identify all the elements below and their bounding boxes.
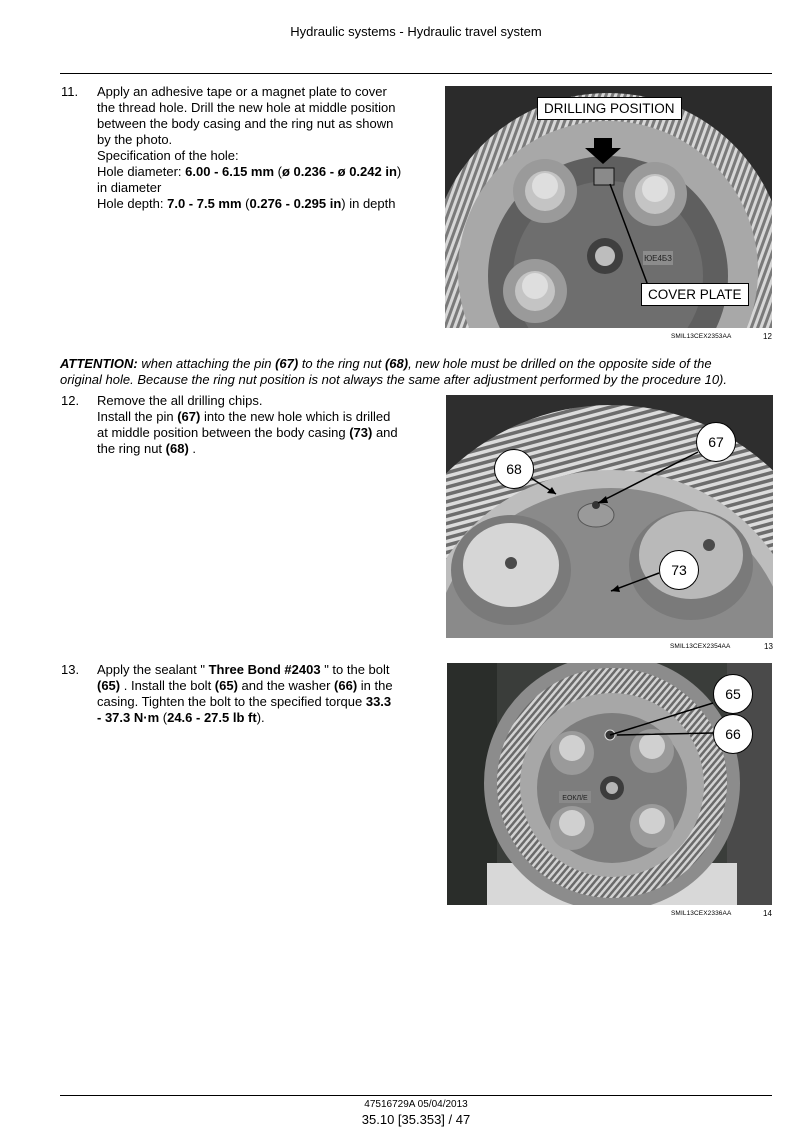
figure-caption: SMIL13CEX2354AA [670,643,731,650]
text-run: Hole diameter: [97,164,186,179]
text-line [97,662,419,678]
text-line [97,116,419,132]
text-line [97,425,419,441]
text-line [97,100,419,116]
callout-cover-plate: COVER PLATE [641,283,749,306]
casting-stamp: ЮЕ4БЗ [644,254,672,263]
attention-note [60,356,774,388]
photo-drilling-position [445,86,772,328]
text-run: ) in depth [341,196,396,211]
text-run: ). [256,710,265,725]
text-line [97,393,419,409]
bold-text: ATTENTION: [60,356,138,371]
figure-number: 14 [763,909,772,918]
step-12-text [97,393,419,457]
bold-text: - 37.3 N·m [97,710,160,725]
text-line [97,409,419,425]
callout-65: 65 [713,674,753,714]
text-run: by the photo. [97,132,173,147]
figure-caption: SMIL13CEX2353AA [671,333,732,340]
text-run: at middle position between the body casing [97,425,350,440]
callout-68: 68 [494,449,534,489]
text-run: the ring nut [97,441,166,456]
figure-number: 13 [764,642,773,651]
bold-text: (73) [349,425,373,440]
text-line [97,132,419,148]
text-run: . Install the bolt [120,678,215,693]
header-rule [60,73,772,74]
callout-drilling-position: DRILLING POSITION [537,97,682,120]
text-run: Remove the all drilling chips. [97,393,263,408]
text-run: the thread hole. Drill the new hole at middle position [97,100,396,115]
text-run: . [188,441,197,456]
text-line [97,148,419,164]
text-run: in the [357,678,393,693]
footer-rule [60,1095,772,1096]
text-line [97,84,419,100]
bold-text: (65) [97,678,121,693]
bold-text: Three Bond #2403 [208,662,321,677]
footer-page-number: 35.10 [35.353] / 47 [361,1112,471,1127]
text-run: Install the pin [97,409,178,424]
text-run: , new hole must be drilled on the opposite side of the [408,356,712,371]
text-line [60,372,774,388]
text-run: Specification of the hole: [97,148,239,163]
step-number: 13. [61,662,80,677]
text-run: original hole. Because the ring nut position is not always the same after adjustment performed by the procedure 10). [60,372,727,387]
text-run: and the washer [237,678,335,693]
casting-stamp: ЕОКЛ/Е [562,795,588,802]
text-line [97,678,419,694]
text-line [60,356,774,372]
bold-text: 7.0 - 7.5 mm [167,196,242,211]
text-run: and [372,425,398,440]
bold-text: (67) [177,409,201,424]
text-run: ( [159,710,168,725]
step-13-text [97,662,419,726]
bold-text: (65) [214,678,238,693]
text-line [97,196,419,212]
text-run: Apply an adhesive tape or a magnet plate to cover [97,84,387,99]
figure-number: 12 [763,332,772,341]
bold-text: 33.3 [365,694,392,709]
step-number: 11. [61,84,79,99]
bold-text: (67) [275,356,299,371]
callout-66: 66 [713,714,753,754]
figure-caption: SMIL13CEX2336AA [671,910,732,917]
text-run: when attaching the pin [137,356,276,371]
bold-text: (66) [334,678,358,693]
text-run: Apply the sealant " [97,662,209,677]
text-run: ( [274,164,282,179]
text-run: into the new hole which is drilled [200,409,391,424]
text-line [97,710,419,726]
bold-text: ø 0.236 - ø 0.242 in [282,164,397,179]
step-11-text [97,84,419,212]
step-number: 12. [61,393,80,408]
bold-text: 24.6 - 27.5 lb ft [167,710,257,725]
text-run: to the ring nut [298,356,385,371]
bold-text: 6.00 - 6.15 mm [185,164,275,179]
text-run: between the body casing and the ring nut as shown [97,116,394,131]
photo-bolt-install [447,663,772,905]
bold-text: 0.276 - 0.295 in [249,196,342,211]
text-run: in diameter [97,180,162,195]
photo-pin-install [446,395,773,638]
bold-text: (68) [165,441,189,456]
text-line [97,180,419,196]
text-line [97,694,419,710]
text-line [97,164,419,180]
text-run: casing. Tighten the bolt to the specified torque [97,694,366,709]
text-run: Hole depth: [97,196,168,211]
page-header-title: Hydraulic systems - Hydraulic travel system [290,24,542,39]
callout-67: 67 [696,422,736,462]
text-line [97,441,419,457]
text-run: ( [241,196,250,211]
callout-73: 73 [659,550,699,590]
text-run: " to the bolt [320,662,390,677]
text-run: ) [396,164,402,179]
footer-doc-code: 47516729A 05/04/2013 [364,1099,468,1110]
bold-text: (68) [384,356,409,371]
